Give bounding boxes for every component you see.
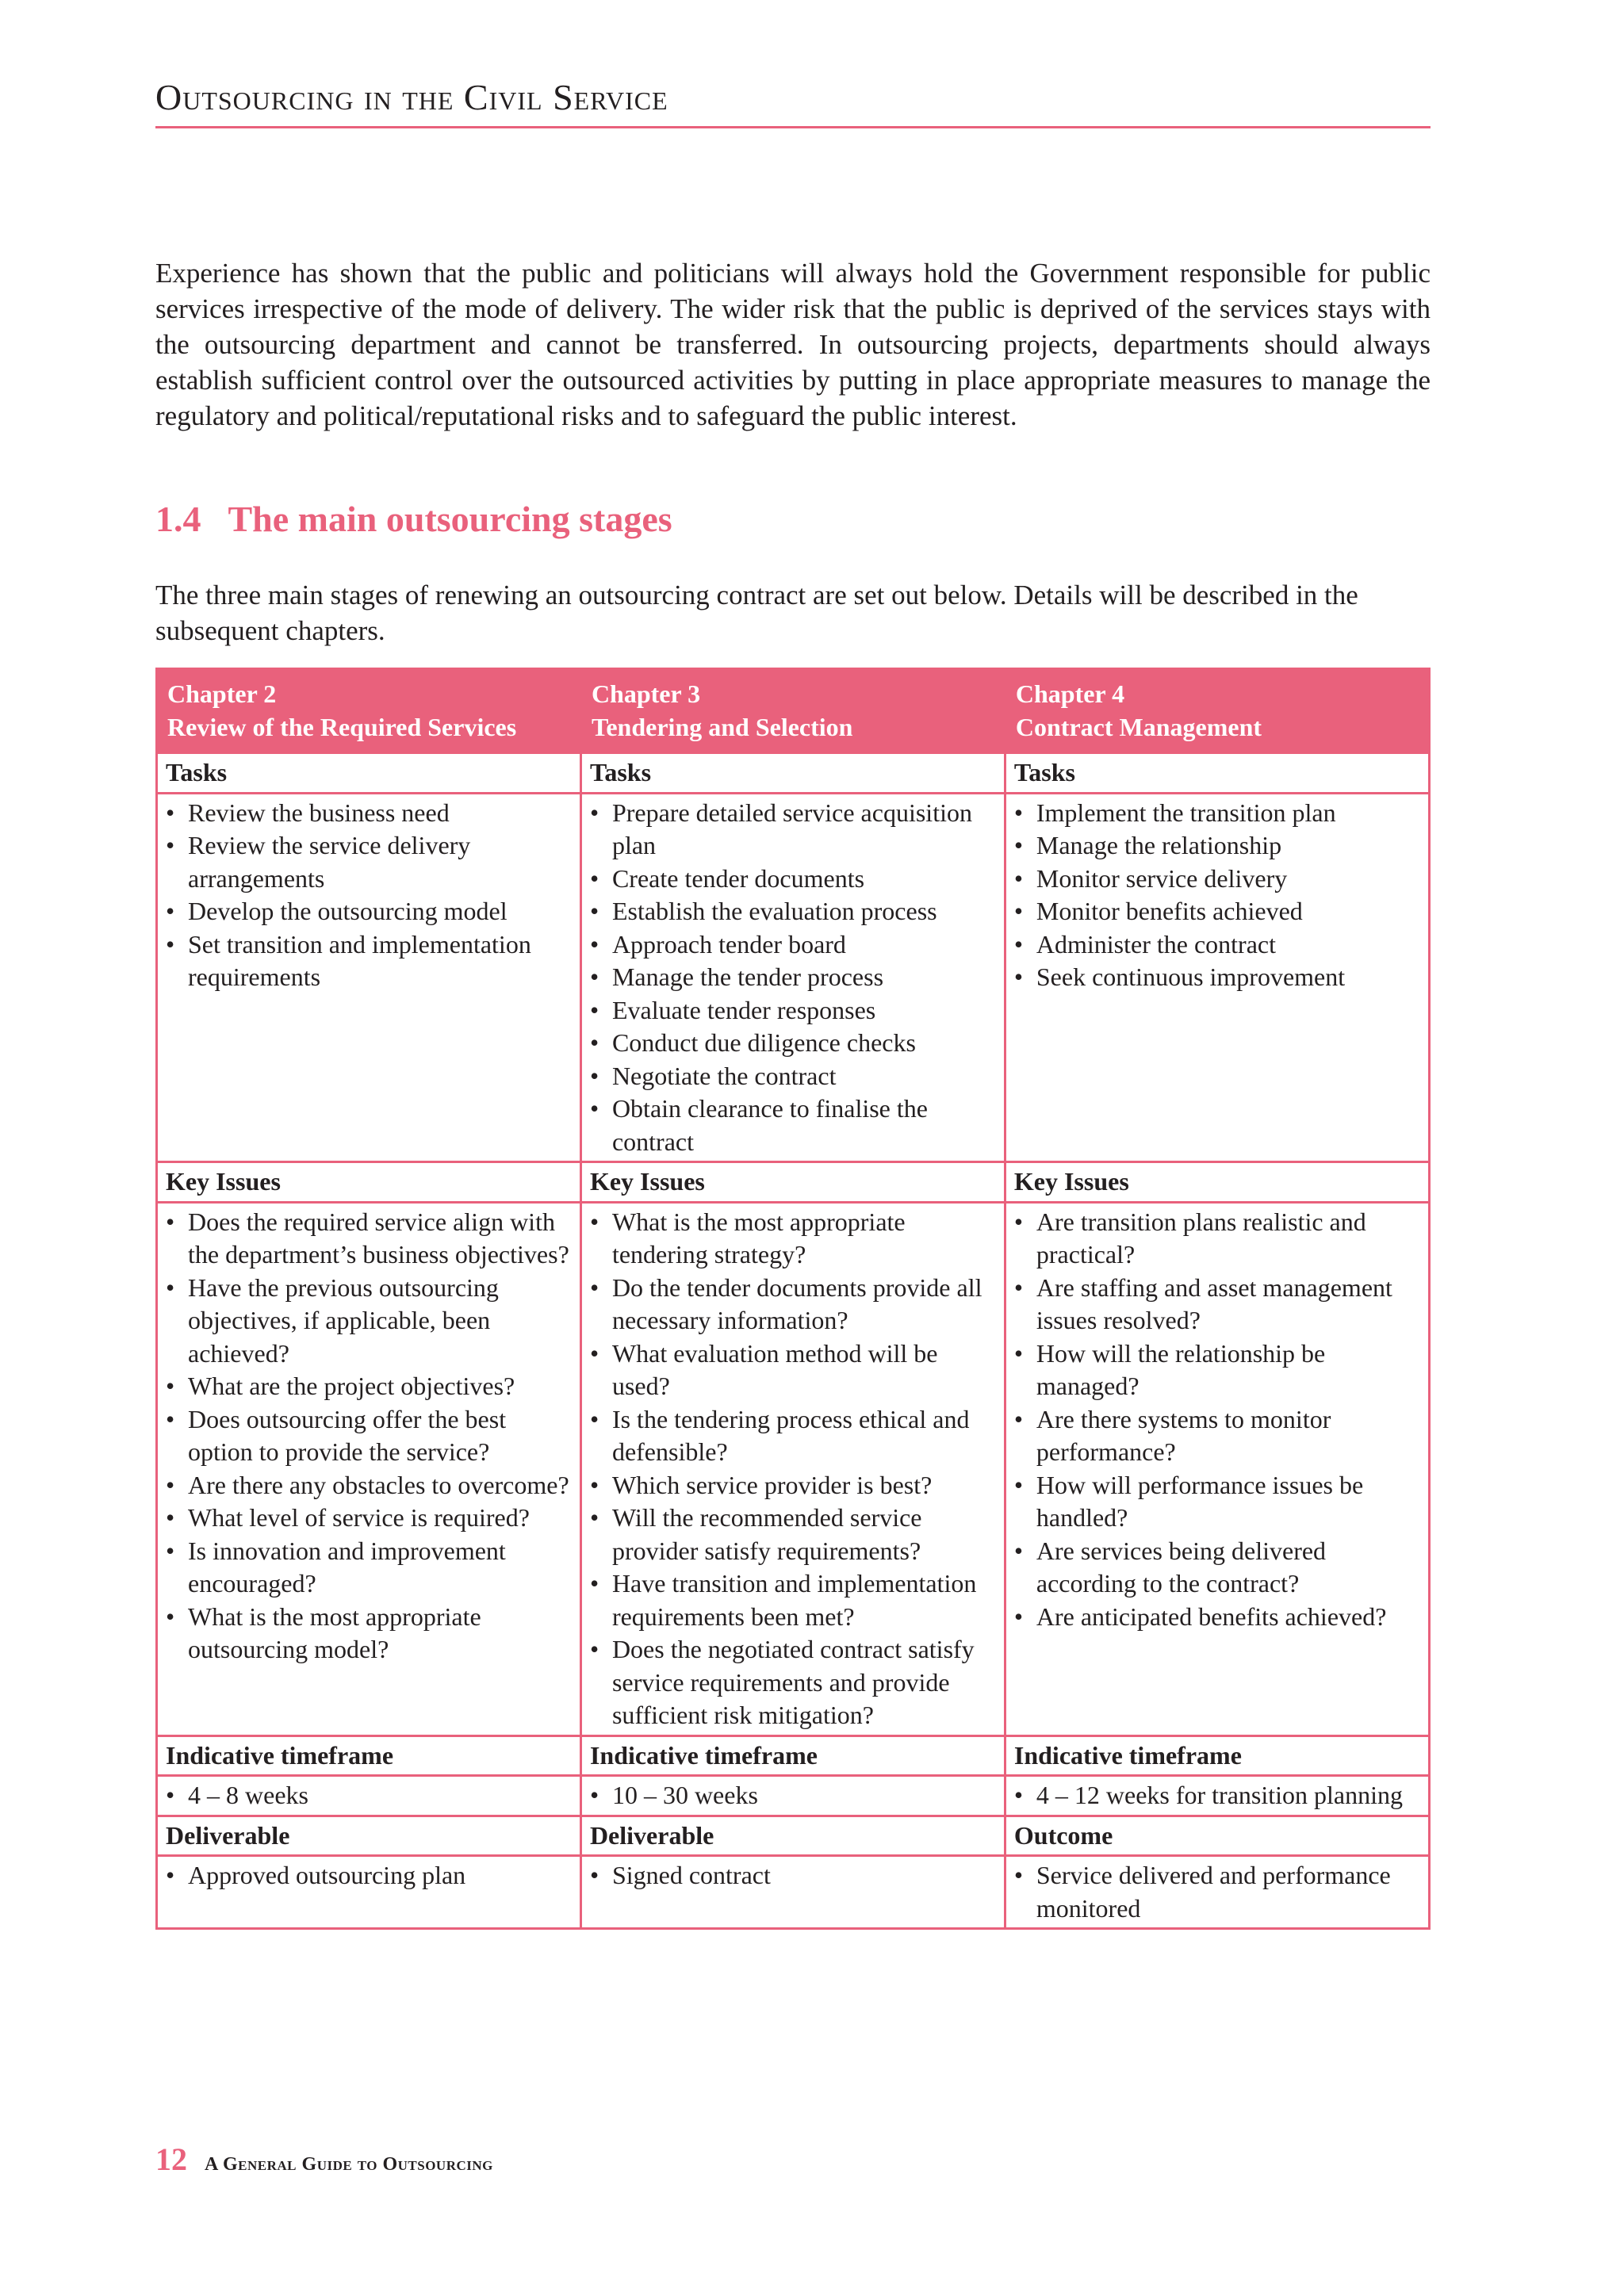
list-item: • 10 – 30 weeks: [590, 1779, 996, 1812]
intro-paragraph: Experience has shown that the public and politicians will always hold the Government responsible for public services irrespective of the mode of delivery. The wider risk that the public is deprived of the services stays with the outsourcing department and cannot be transferred. In outsourcing projects, departments should always establish sufficient control over the outsourced activities by putting in place appropriate measures to manage the regulatory and political/reputational risks and to safeguard the public interest.: [155, 258, 1431, 431]
section-title: The main outsourcing stages: [228, 499, 672, 539]
list-item: • Seek continuous improvement: [1014, 961, 1420, 994]
section-label-cell: Indicative timeframe: [157, 1735, 581, 1776]
list-item: • Which service provider is best?: [590, 1469, 996, 1502]
list-item: • Approach tender board: [590, 928, 996, 962]
page-footer: [155, 2141, 493, 2178]
section-label-cell: Key Issues: [1005, 1162, 1429, 1203]
list-item: • Signed contract: [590, 1859, 996, 1892]
bullet-list: [1014, 1779, 1420, 1812]
bullet-list: [1014, 797, 1420, 994]
table-cell: [1005, 1202, 1429, 1735]
list-item: • Monitor benefits achieved: [1014, 895, 1420, 928]
column-title: Contract Management: [1015, 712, 1262, 741]
bullet-list: [590, 797, 996, 1159]
table-cell: [157, 1856, 581, 1929]
section-label-cell: Indicative timeframe: [580, 1735, 1005, 1776]
section-label-cell: Key Issues: [157, 1162, 581, 1203]
section-label-row: [157, 1735, 1430, 1776]
lead-paragraph: The three main stages of renewing an outsourcing contract are set out below. Details will be described in the subsequent chapters.: [155, 580, 1358, 646]
list-item: • Service delivered and performance monitored: [1014, 1859, 1420, 1925]
list-item: • What is the most appropriate outsourcing model?: [166, 1601, 572, 1667]
list-item: • Have the previous outsourcing objectives, if applicable, been achieved?: [166, 1272, 572, 1371]
bullet-list: [1014, 1206, 1420, 1634]
page-number: 12: [155, 2141, 187, 2177]
list-item: • Establish the evaluation process: [590, 895, 996, 928]
list-item: • 4 – 12 weeks for transition planning: [1014, 1779, 1420, 1812]
list-item: • Obtain clearance to finalise the contract: [590, 1093, 996, 1158]
column-header: [157, 669, 581, 753]
column-header: [1005, 669, 1429, 753]
column-title: Review of the Required Services: [167, 712, 517, 741]
list-item: • How will performance issues be handled?: [1014, 1469, 1420, 1535]
column-chapter: Chapter 2: [167, 679, 277, 708]
footer-title: A General Guide to Outsourcing: [205, 2154, 493, 2175]
table-cell: [580, 1776, 1005, 1816]
bullet-list: [166, 797, 572, 994]
section-label-cell: Tasks: [580, 753, 1005, 794]
bullet-list: [590, 1779, 996, 1812]
table-header-row: [157, 669, 1430, 753]
table-cell: [157, 1776, 581, 1816]
list-item: • What are the project objectives?: [166, 1370, 572, 1403]
bullet-list: [590, 1206, 996, 1732]
list-item: • What evaluation method will be used?: [590, 1337, 996, 1403]
list-item: • Negotiate the contract: [590, 1060, 996, 1093]
list-item: • Is innovation and improvement encouraged?: [166, 1535, 572, 1601]
stages-table: [155, 668, 1431, 1930]
table-cell: [580, 1856, 1005, 1929]
list-item: • Set transition and implementation requirements: [166, 928, 572, 994]
table-cell: [580, 793, 1005, 1162]
list-item: • Will the recommended service provider satisfy requirements?: [590, 1502, 996, 1567]
list-item: • Administer the contract: [1014, 928, 1420, 962]
column-title: Tendering and Selection: [591, 712, 853, 741]
section-label-row: [157, 1162, 1430, 1203]
list-item: • Implement the transition plan: [1014, 797, 1420, 830]
running-header-title: Outsourcing in the Civil Service: [155, 77, 668, 117]
list-item: • Approved outsourcing plan: [166, 1859, 572, 1892]
running-header: [155, 76, 1431, 128]
list-item: • Prepare detailed service acquisition plan: [590, 797, 996, 863]
list-item: • Do the tender documents provide all necessary information?: [590, 1272, 996, 1337]
list-item: • Is the tendering process ethical and defensible?: [590, 1403, 996, 1469]
column-chapter: Chapter 3: [591, 679, 701, 708]
section-label-cell: Tasks: [1005, 753, 1429, 794]
bullet-list: [166, 1859, 572, 1892]
list-item: • How will the relationship be managed?: [1014, 1337, 1420, 1403]
table-cell: [157, 793, 581, 1162]
list-item: • Review the business need: [166, 797, 572, 830]
section-label-cell: Tasks: [157, 753, 581, 794]
bullet-list: [166, 1206, 572, 1667]
list-item: • Are transition plans realistic and practical?: [1014, 1206, 1420, 1272]
list-item: • 4 – 8 weeks: [166, 1779, 572, 1812]
table-cell: [1005, 1856, 1429, 1929]
list-item: • Evaluate tender responses: [590, 994, 996, 1027]
table-row: [157, 1776, 1430, 1816]
list-item: • Manage the tender process: [590, 961, 996, 994]
table-cell: [580, 1202, 1005, 1735]
table-cell: [157, 1202, 581, 1735]
column-header: [580, 669, 1005, 753]
table-body: [157, 753, 1430, 1929]
table-row: [157, 793, 1430, 1162]
list-item: • Are there systems to monitor performance?: [1014, 1403, 1420, 1469]
list-item: • Review the service delivery arrangements: [166, 829, 572, 895]
list-item: • What is the most appropriate tendering strategy?: [590, 1206, 996, 1272]
list-item: • Monitor service delivery: [1014, 863, 1420, 896]
section-label-cell: Deliverable: [580, 1816, 1005, 1856]
section-label-cell: Indicative timeframe: [1005, 1735, 1429, 1776]
list-item: • Are there any obstacles to overcome?: [166, 1469, 572, 1502]
list-item: • Conduct due diligence checks: [590, 1027, 996, 1060]
list-item: • Develop the outsourcing model: [166, 895, 572, 928]
table-row: [157, 1202, 1430, 1735]
bullet-list: [166, 1779, 572, 1812]
list-item: • Does outsourcing offer the best option to provide the service?: [166, 1403, 572, 1469]
table-cell: [1005, 793, 1429, 1162]
section-label-row: [157, 1816, 1430, 1856]
section-label-cell: Deliverable: [157, 1816, 581, 1856]
list-item: • What level of service is required?: [166, 1502, 572, 1535]
list-item: • Create tender documents: [590, 863, 996, 896]
section-label-cell: Outcome: [1005, 1816, 1429, 1856]
list-item: • Are anticipated benefits achieved?: [1014, 1601, 1420, 1634]
list-item: • Does the required service align with the department’s business objectives?: [166, 1206, 572, 1272]
list-item: • Are services being delivered according to the contract?: [1014, 1535, 1420, 1601]
table-row: [157, 1856, 1430, 1929]
list-item: • Have transition and implementation requirements been met?: [590, 1567, 996, 1633]
section-label-row: [157, 753, 1430, 794]
bullet-list: [1014, 1859, 1420, 1925]
list-item: • Manage the relationship: [1014, 829, 1420, 863]
list-item: • Are staffing and asset management issues resolved?: [1014, 1272, 1420, 1337]
section-label-cell: Key Issues: [580, 1162, 1005, 1203]
bullet-list: [590, 1859, 996, 1892]
list-item: • Does the negotiated contract satisfy service requirements and provide sufficient risk mitigation?: [590, 1633, 996, 1732]
table-cell: [1005, 1776, 1429, 1816]
column-chapter: Chapter 4: [1015, 679, 1125, 708]
section-number: 1.4: [155, 499, 201, 539]
section-heading: [155, 498, 672, 540]
